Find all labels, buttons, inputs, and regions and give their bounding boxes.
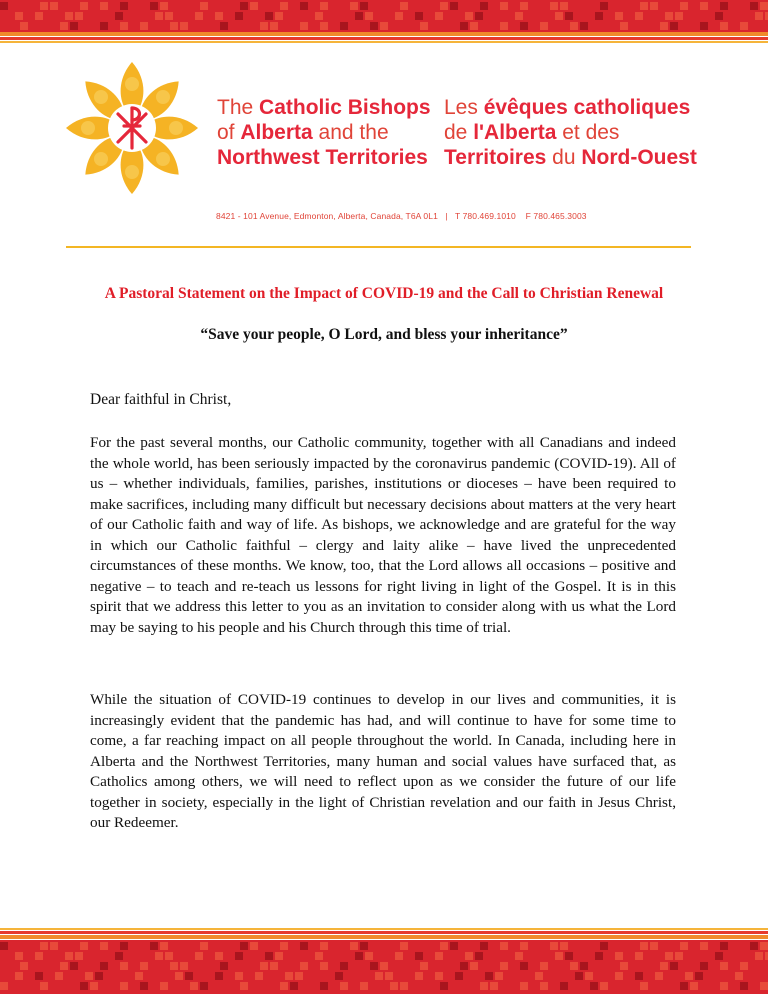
border-tile — [460, 962, 468, 970]
border-tile — [15, 12, 23, 20]
bishops-logo-icon — [62, 58, 202, 198]
border-tile — [465, 952, 473, 960]
border-tile — [700, 22, 708, 30]
border-tile — [675, 952, 683, 960]
border-tile — [450, 942, 458, 950]
border-tile — [465, 12, 473, 20]
border-tile — [0, 982, 8, 990]
border-tile — [665, 12, 673, 20]
border-tile — [320, 2, 328, 10]
border-tile — [695, 972, 703, 980]
border-tile — [235, 972, 243, 980]
border-tile — [120, 982, 128, 990]
border-tile — [250, 2, 258, 10]
border-tile — [415, 972, 423, 980]
border-tile — [440, 942, 448, 950]
border-tile — [420, 962, 428, 970]
border-tile — [120, 962, 128, 970]
border-tile — [450, 2, 458, 10]
border-tile — [260, 22, 268, 30]
border-tile — [50, 942, 58, 950]
border-tile — [140, 22, 148, 30]
border-tile — [700, 2, 708, 10]
border-tile — [640, 982, 648, 990]
border-tile — [100, 942, 108, 950]
border-tile — [635, 952, 643, 960]
border-tile — [650, 2, 658, 10]
border-tile — [720, 982, 728, 990]
border-tile — [370, 22, 378, 30]
border-tile — [640, 2, 648, 10]
border-tile — [55, 972, 63, 980]
border-tile — [360, 942, 368, 950]
border-tile — [665, 952, 673, 960]
border-tile — [455, 972, 463, 980]
border-tile — [495, 972, 503, 980]
border-tile — [350, 942, 358, 950]
border-tile — [435, 12, 443, 20]
border-tile — [715, 12, 723, 20]
border-tile — [395, 952, 403, 960]
border-tile — [460, 22, 468, 30]
border-tile — [690, 982, 698, 990]
border-tile — [470, 962, 478, 970]
border-tile — [500, 942, 508, 950]
street-address: 8421 - 101 Avenue, Edmonton, Alberta, Canada, T6A 0L1 — [216, 211, 438, 221]
border-tile — [720, 962, 728, 970]
border-tile — [500, 22, 508, 30]
border-tile — [290, 982, 298, 990]
border-tile — [275, 12, 283, 20]
border-tile — [60, 22, 68, 30]
border-tile — [80, 2, 88, 10]
border-tile — [595, 12, 603, 20]
border-tile — [760, 982, 768, 990]
org-name-french: Les évêques catholiques de l'Alberta et des Territoires du Nord-Ouest — [444, 96, 697, 169]
document-title: A Pastoral Statement on the Impact of COVID-19 and the Call to Christian Renewal — [104, 285, 664, 302]
border-tile — [20, 22, 28, 30]
border-tile — [170, 22, 178, 30]
border-tile — [515, 12, 523, 20]
border-tile — [575, 972, 583, 980]
border-tile — [335, 972, 343, 980]
border-tile — [60, 962, 68, 970]
border-tile — [440, 982, 448, 990]
border-tile — [200, 942, 208, 950]
border-tile — [185, 972, 193, 980]
border-tile — [75, 952, 83, 960]
border-tile — [80, 942, 88, 950]
border-tile — [485, 972, 493, 980]
border-tile — [100, 2, 108, 10]
border-tile — [280, 2, 288, 10]
border-tile — [375, 972, 383, 980]
border-tile — [365, 952, 373, 960]
border-tile — [215, 12, 223, 20]
border-tile — [35, 12, 43, 20]
bottom-decorative-border — [0, 928, 768, 994]
border-tile — [320, 962, 328, 970]
border-tile — [190, 982, 198, 990]
border-tile — [260, 962, 268, 970]
border-tile — [360, 2, 368, 10]
border-tile — [15, 952, 23, 960]
fax-number: F 780.465.3003 — [525, 211, 587, 221]
border-tile — [555, 12, 563, 20]
border-tile — [370, 962, 378, 970]
border-tile — [475, 12, 483, 20]
border-tile — [570, 962, 578, 970]
border-tile — [740, 962, 748, 970]
border-tile — [400, 942, 408, 950]
border-tile — [740, 982, 748, 990]
border-tile — [0, 2, 8, 10]
border-tile — [720, 942, 728, 950]
border-tile — [340, 22, 348, 30]
border-tile — [215, 972, 223, 980]
body-paragraph-1: For the past several months, our Catholic community, together with all Canadians and indeed the whole world, has been seriously impacted by the coronavirus pandemic (COVID-19). All of us – whether individuals, families, parishes, institutions or dioceses – have been required to make sacrifices, including many difficult but necessary decisions about matters at the very heart of our Catholic faith and way of life. As bishops, we acknowledge and are grateful for the way in which our Catholic faithful – clergy and laity alike – have lived the unprecedented circumstances of these months. We know, too, that the Lord allows all occasions – positive and negative – to teach and re-teach us lessons for right living in light of the Gospel. It is in this spirit that we address this letter to you as an invitation to consider along with us what the Lord may be saying to his people and his Church through this time of trial. — [90, 434, 676, 636]
border-tile — [65, 952, 73, 960]
border-tile — [235, 12, 243, 20]
border-tile — [160, 982, 168, 990]
border-tile — [90, 982, 98, 990]
border-tile — [490, 982, 498, 990]
border-tile — [480, 982, 488, 990]
document-subtitle: “Save your people, O Lord, and bless your inheritance” — [200, 326, 568, 343]
border-tile — [155, 952, 163, 960]
border-tile — [680, 2, 688, 10]
border-tile — [115, 952, 123, 960]
border-tile — [315, 952, 323, 960]
border-tile — [265, 12, 273, 20]
border-tile — [175, 972, 183, 980]
border-tile — [215, 952, 223, 960]
border-tile — [415, 12, 423, 20]
border-tile — [285, 972, 293, 980]
border-tile — [50, 2, 58, 10]
border-tile — [640, 942, 648, 950]
border-tile — [40, 2, 48, 10]
border-tile — [340, 982, 348, 990]
border-tile — [595, 952, 603, 960]
border-tile — [170, 962, 178, 970]
border-tile — [555, 952, 563, 960]
border-tile — [700, 962, 708, 970]
border-tile — [70, 22, 78, 30]
border-tile — [75, 12, 83, 20]
border-tile — [660, 22, 668, 30]
border-tile — [635, 12, 643, 20]
border-tile — [255, 972, 263, 980]
border-tile — [560, 2, 568, 10]
border-tile — [380, 962, 388, 970]
border-tile — [180, 22, 188, 30]
border-tile — [240, 942, 248, 950]
border-tile — [500, 962, 508, 970]
border-tile — [715, 952, 723, 960]
header-divider — [66, 246, 691, 248]
border-tile — [280, 982, 288, 990]
border-tile — [670, 962, 678, 970]
border-tile — [180, 962, 188, 970]
border-tile — [440, 2, 448, 10]
border-tile — [150, 942, 158, 950]
border-tile — [220, 22, 228, 30]
border-tile — [600, 982, 608, 990]
border-tile — [115, 12, 123, 20]
border-tile — [65, 12, 73, 20]
border-tile — [395, 12, 403, 20]
border-tile — [470, 22, 478, 30]
border-tile — [320, 942, 328, 950]
border-tile — [120, 942, 128, 950]
border-tile — [615, 972, 623, 980]
border-tile — [565, 12, 573, 20]
body-paragraph-2: While the situation of COVID-19 continues to develop in our lives and communities, it is increasingly evident that the pandemic has had, and will continue to have for some time to come, a far reaching impact on all people throughout the world. In Canada, including here in Alberta and the Northwest Territories, many human and social values have surfaced that, as Catholics among others, we will need to reflect upon as we consider the future of our life together in society, especially in the light of Christian revelation and our faith in Jesus Christ, our Redeemer. — [90, 691, 676, 831]
border-tile — [650, 942, 658, 950]
border-tile — [140, 962, 148, 970]
contact-address-line — [216, 211, 656, 221]
border-tile — [620, 22, 628, 30]
border-tile — [150, 2, 158, 10]
border-tile — [515, 952, 523, 960]
border-tile — [540, 22, 548, 30]
border-tile — [200, 2, 208, 10]
border-tile — [270, 22, 278, 30]
border-tile — [155, 12, 163, 20]
border-tile — [435, 972, 443, 980]
border-tile — [740, 22, 748, 30]
border-tile — [320, 982, 328, 990]
border-tile — [620, 962, 628, 970]
border-tile — [480, 942, 488, 950]
border-tile — [270, 962, 278, 970]
border-tile — [755, 12, 763, 20]
border-tile — [635, 972, 643, 980]
border-tile — [160, 942, 168, 950]
border-tile — [660, 962, 668, 970]
border-tile — [320, 22, 328, 30]
border-tile — [0, 942, 8, 950]
separator: | — [445, 211, 448, 221]
border-tile — [300, 962, 308, 970]
border-tile — [100, 962, 108, 970]
border-tile — [520, 962, 528, 970]
border-tile — [655, 972, 663, 980]
border-tile — [565, 952, 573, 960]
border-tile — [240, 2, 248, 10]
border-tile — [560, 942, 568, 950]
border-tile — [720, 22, 728, 30]
border-tile — [680, 942, 688, 950]
border-tile — [750, 2, 758, 10]
border-tile — [300, 942, 308, 950]
border-tile — [195, 12, 203, 20]
border-tile — [350, 2, 358, 10]
border-tile — [755, 952, 763, 960]
border-tile — [580, 962, 588, 970]
border-tile — [500, 2, 508, 10]
salutation: Dear faithful in Christ, — [90, 391, 232, 408]
border-tile — [400, 2, 408, 10]
border-tile — [615, 952, 623, 960]
border-tile — [35, 972, 43, 980]
border-tile — [735, 972, 743, 980]
bottom-border-pattern — [0, 928, 768, 994]
border-tile — [265, 952, 273, 960]
border-tile — [480, 2, 488, 10]
border-tile — [120, 2, 128, 10]
border-tile — [670, 22, 678, 30]
border-tile — [540, 962, 548, 970]
border-tile — [295, 972, 303, 980]
border-tile — [300, 22, 308, 30]
border-tile — [475, 952, 483, 960]
border-tile — [40, 982, 48, 990]
border-tile — [750, 942, 758, 950]
border-tile — [560, 982, 568, 990]
top-decorative-border — [0, 0, 768, 46]
border-tile — [280, 942, 288, 950]
border-tile — [680, 982, 688, 990]
border-tile — [585, 972, 593, 980]
border-tile — [220, 962, 228, 970]
border-tile — [200, 982, 208, 990]
border-tile — [760, 942, 768, 950]
border-tile — [600, 2, 608, 10]
border-tile — [675, 12, 683, 20]
border-tile — [600, 942, 608, 950]
border-tile — [95, 972, 103, 980]
border-tile — [520, 2, 528, 10]
border-tile — [520, 22, 528, 30]
org-name-english: The Catholic Bishops of Alberta and the Northwest Territories — [217, 96, 431, 169]
top-border-pattern — [0, 0, 768, 46]
border-tile — [315, 12, 323, 20]
border-tile — [590, 982, 598, 990]
border-tile — [540, 982, 548, 990]
border-tile — [85, 972, 93, 980]
border-tile — [435, 952, 443, 960]
border-tile — [365, 12, 373, 20]
border-tile — [570, 22, 578, 30]
border-tile — [415, 952, 423, 960]
border-tile — [80, 982, 88, 990]
border-tile — [355, 12, 363, 20]
border-tile — [20, 962, 28, 970]
phone-number: T 780.469.1010 — [455, 211, 516, 221]
border-tile — [685, 972, 693, 980]
border-tile — [580, 22, 588, 30]
border-tile — [385, 972, 393, 980]
border-tile — [275, 952, 283, 960]
border-tile — [550, 942, 558, 950]
border-tile — [700, 942, 708, 950]
border-tile — [390, 982, 398, 990]
border-tile — [520, 982, 528, 990]
border-tile — [240, 982, 248, 990]
border-tile — [380, 22, 388, 30]
border-tile — [235, 952, 243, 960]
border-tile — [195, 952, 203, 960]
border-tile — [120, 22, 128, 30]
border-tile — [550, 2, 558, 10]
border-tile — [420, 22, 428, 30]
border-tile — [165, 952, 173, 960]
border-tile — [760, 2, 768, 10]
border-tile — [70, 962, 78, 970]
border-tile — [250, 942, 258, 950]
border-tile — [135, 972, 143, 980]
border-tile — [100, 22, 108, 30]
border-tile — [535, 972, 543, 980]
border-tile — [140, 982, 148, 990]
border-tile — [160, 2, 168, 10]
border-tile — [615, 12, 623, 20]
border-tile — [300, 2, 308, 10]
border-tile — [355, 952, 363, 960]
border-tile — [165, 12, 173, 20]
border-tile — [360, 982, 368, 990]
border-tile — [40, 942, 48, 950]
border-tile — [720, 2, 728, 10]
border-tile — [400, 982, 408, 990]
border-tile — [35, 952, 43, 960]
border-tile — [520, 942, 528, 950]
border-tile — [340, 962, 348, 970]
border-tile — [15, 972, 23, 980]
